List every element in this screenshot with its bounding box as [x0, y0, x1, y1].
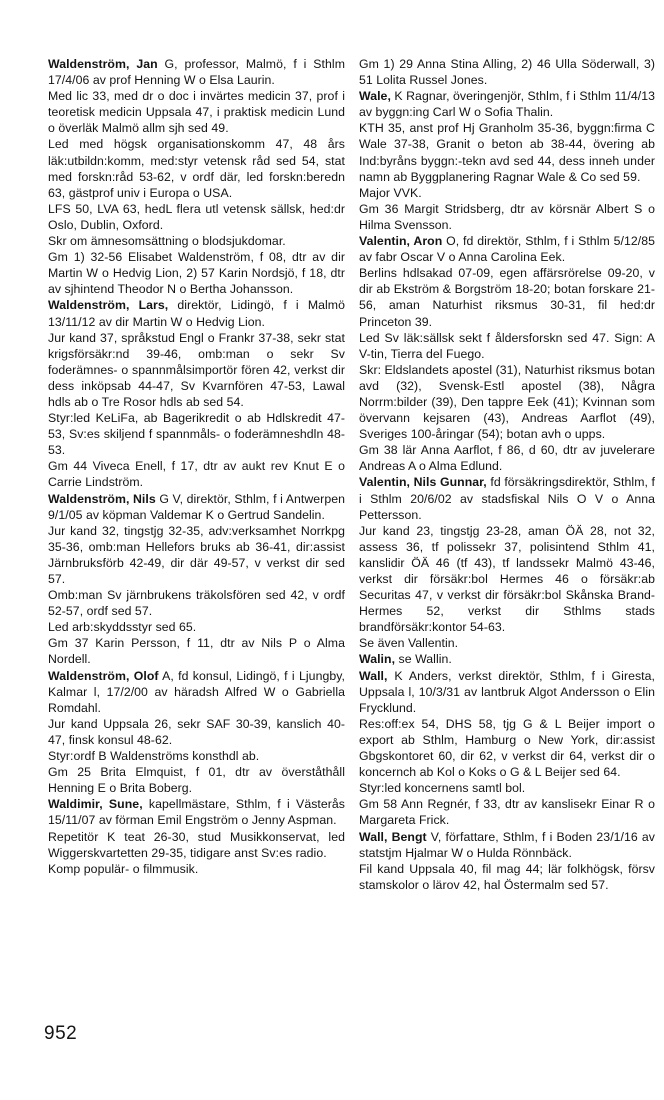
entry-continuation [48, 410, 345, 458]
entry-text: Led med högsk organisationskomm 47, 48 års läk:utbildn:komm, med:styr vetensk råd sed 54, stat med forskn:råd 53-62, v ordf där, led forskn:beredn 63, gästprof univ i Europa o USA. [48, 137, 345, 200]
entry-text: Styr:led KeLiFa, ab Bagerikredit o ab Hdlskredit 47-53, Sv:es skiljend f spannmåls- o foderämneshdln 48-53. [48, 411, 345, 458]
entry-paragraph [359, 651, 655, 667]
entry-text: G, professor, Malmö, f i Sthlm 17/4/06 av prof Henning W o Elsa Laurin. [48, 57, 345, 88]
entry-text: K Ragnar, överingenjör, Sthlm, f i Sthlm 11/4/13 av byggn:ing Carl W o Sofia Thalin. [359, 89, 655, 120]
entry-text: LFS 50, LVA 63, hedL flera utl vetensk sällsk, hed:dr Oslo, Dublin, Oxford. [48, 201, 345, 232]
entry-paragraph [48, 297, 345, 329]
entry-headword: Waldenström, Lars, [48, 298, 169, 313]
entry-headword: Valentin, Aron [359, 234, 443, 249]
entry-text: Gm 37 Karin Persson, f 11, dtr av Nils P o Alma Nordell. [48, 636, 345, 667]
entry-text: Omb:man Sv järnbrukens träkolsfören sed 42, v ordf 52-57, ordf sed 57. [48, 588, 345, 619]
entry-text: Gm 36 Margit Stridsberg, dtr av körsnär Albert S o Hilma Svensson. [359, 201, 655, 232]
entry-continuation [359, 796, 655, 828]
entry-text: A, fd konsul, Lidingö, f i Ljungby, Kalmar l, 17/2/00 av häradsh Alfred W o Gabriella Romdahl. [48, 668, 345, 715]
entry-continuation [48, 861, 345, 877]
entry-continuation [359, 635, 655, 651]
entry-text: Led arb:skyddsstyr sed 65. [48, 620, 197, 635]
entry-text: Gm 1) 32-56 Elisabet Waldenström, f 08, dtr av dir Martin W o Hedvig Lion, 2) 57 Karin Nordsjö, f 18, dtr av sjhintend Theodor N o Bertha Johansson. [48, 250, 345, 297]
entry-continuation [48, 635, 345, 667]
entry-continuation [359, 185, 655, 201]
entry-text: Komp populär- o filmmusik. [48, 861, 199, 876]
entry-headword: Waldenström, Jan [48, 57, 158, 71]
entry-paragraph [48, 491, 345, 523]
entry-text: Major VVK. [359, 185, 422, 200]
entry-headword: Wale, [359, 89, 391, 104]
entry-text: Med lic 33, med dr o doc i invärtes medicin 37, prof i teoretisk medicin Uppsala 47, i praktisk medicin Lund o överläk Malmö allm sjh sed 49. [48, 89, 345, 136]
entry-continuation [48, 748, 345, 764]
entry-continuation [359, 120, 655, 184]
entry-continuation [48, 201, 345, 233]
entry-text: KTH 35, anst prof Hj Granholm 35-36, byggn:firma C Wale 37-38, Granit o beton ab 38-44, övering ab Ind:byråns byggn:-tekn avd sed 44, dess inneh under namn ab Byggplanering Ragnar Wale & Co sed 59. [359, 121, 655, 184]
page-number: 952 [44, 1023, 78, 1044]
entry-continuation [359, 362, 655, 442]
left-column [48, 56, 345, 877]
entry-paragraph [48, 56, 345, 88]
entry-text: Repetitör K teat 26-30, stud Musikkonservat, led Wiggerskvartetten 29-35, tidigare anst Sv:es radio. [48, 829, 345, 860]
entry-headword: Waldimir, Sune, [48, 797, 143, 812]
entry-text: direktör, Lidingö, f i Malmö 13/11/12 av dir Martin W o Hedvig Lion. [48, 298, 345, 329]
entry-continuation [359, 442, 655, 474]
entry-text: Res:off:ex 54, DHS 58, tjg G & L Beijer import o export ab Sthlm, Hamburg o New York, dir:assist Gbgskontoret 60, dir 62, v verkst dir 64, verkst dir o koncernch ab Kol o Koks o G & L Beijer sed 64. [359, 716, 655, 780]
entry-text: K Anders, verkst direktör, Sthlm, f i Giresta, Uppsala l, 10/3/31 av lantbruk Algot Andersson o Elin Frycklund. [359, 668, 655, 715]
entry-text: Skr: Eldslandets apostel (31), Naturhist riksmus botan avd (32), Svensk-Estl apostel (38), Några Norrm:bilder (39), Den tappre Eek (41); Kvinnan som övervann kejsaren (43), Andreas Aarflot (49), Sveriges 100-åringar (54); botan avh o upps. [359, 362, 655, 442]
entry-continuation [48, 829, 345, 861]
entry-continuation [359, 523, 655, 636]
entry-continuation [48, 88, 345, 136]
entry-text: Jur kand 32, tingstjg 32-35, adv:verksamhet Norrkpg 35-36, omb:man Hellefors bruks ab 36-41, dir:assist Järnbruksförb 42-49, dir där 49-57, v verkst dir sed 57. [48, 523, 345, 586]
entry-text: G V, direktör, Sthlm, f i Antwerpen 9/1/05 av köpman Valdemar K o Gertrud Sandelin. [48, 491, 345, 522]
entry-text: Styr:led koncernens samtl bol. [359, 781, 526, 796]
entry-text: kapellmästare, Sthlm, f i Västerås 15/11/07 av förman Emil Engström o Jenny Aspman. [48, 797, 345, 828]
entry-continuation [48, 716, 345, 748]
entry-continuation [48, 249, 345, 297]
entry-continuation [359, 780, 655, 796]
entry-text: se Wallin. [395, 652, 452, 667]
entry-text: Jur kand Uppsala 26, sekr SAF 30-39, kanslich 40-47, finsk konsul 48-62. [48, 716, 345, 747]
entry-text: Fil kand Uppsala 40, fil mag 44; lär folkhögsk, försv stamskolor o lärov 42, hal Östermalm sed 57. [359, 861, 655, 892]
entry-continuation [48, 330, 345, 410]
entry-continuation [48, 587, 345, 619]
entry-text: Jur kand 37, språkstud Engl o Frankr 37-38, sekr stat krigsförsäkr:nd 39-46, omb:man o sekr Sv foderämnes- o spannmålsimportör fören 42, verkst dir dess inköpsab 44-47, Sv Kvarnfören 47-53, Lawal hdls ab o Tre Rosor hdls ab sed 54. [48, 330, 345, 409]
entry-text: Gm 38 lär Anna Aarflot, f 86, d 60, dtr av juvelerare Andreas A o Alma Edlund. [359, 443, 655, 474]
entry-paragraph [359, 474, 655, 522]
entry-continuation [359, 56, 655, 88]
entry-text: Se även Vallentin. [359, 636, 459, 651]
entry-paragraph [359, 668, 655, 716]
entry-continuation [48, 523, 345, 587]
entry-text: fd försäkringsdirektör, Sthlm, f i Sthlm 20/6/02 av stadsfiskal Nils O V o Anna Pettersson. [359, 475, 656, 522]
entry-paragraph [359, 829, 655, 861]
entry-text: Jur kand 23, tingstjg 23-28, aman ÖÄ 28, not 32, assess 36, tf polissekr 37, polisintend Sthlm 41, kanslidir ÖÄ 46 (tf 43), tf landssekr Malmö 43-46, verkst dir försäkr:bol Hermes 46 o försäkr:ab Securitas 47, v verkst dir försäkr:bol Skånska Brand-Hermes 52, verkst dir Sthlms stads brandförsäkr:kontor 54-63. [359, 523, 655, 635]
entry-paragraph [359, 233, 655, 265]
entry-continuation [359, 265, 655, 329]
entry-text: Styr:ordf B Waldenströms konsthdl ab. [48, 749, 260, 764]
entry-text: V, författare, Sthlm, f i Boden 23/1/16 av statstjm Hjalmar W o Hulda Rönnbäck. [359, 829, 655, 860]
entry-text: Gm 1) 29 Anna Stina Alling, 2) 46 Ulla Söderwall, 3) 51 Lolita Russel Jones. [359, 57, 655, 88]
entry-headword: Waldenström, Nils [48, 491, 156, 506]
entry-headword: Waldenström, Olof [48, 668, 159, 683]
entry-continuation [359, 330, 655, 362]
entry-text: Gm 25 Brita Elmquist, f 01, dtr av överståthåll Henning E o Brita Boberg. [48, 765, 345, 796]
entry-continuation [359, 716, 655, 780]
entry-continuation [48, 458, 345, 490]
entry-text: O, fd direktör, Sthlm, f i Sthlm 5/12/85 av fabr Oscar V o Anna Carolina Eek. [359, 234, 655, 265]
entry-continuation [48, 764, 345, 796]
entry-text: Led Sv läk:sällsk sekt f åldersforskn sed 47. Sign: A V-tin, Tierra del Fuego. [359, 330, 655, 361]
entry-continuation [359, 861, 655, 893]
entry-paragraph [48, 796, 345, 828]
entry-headword: Valentin, Nils Gunnar, [359, 475, 487, 490]
entry-headword: Wall, [359, 668, 388, 683]
entry-text: Gm 44 Viveca Enell, f 17, dtr av aukt rev Knut E o Carrie Lindström. [48, 459, 345, 490]
entry-headword: Wall, Bengt [359, 829, 427, 844]
entry-continuation [48, 136, 345, 200]
entry-text: Berlins hdlsakad 07-09, egen affärsrörelse 09-20, v dir ab Ekström & Borgström 18-20; botan forskare 21-56, aman Naturhist riksmus 30-31, fil hed:dr Princeton 39. [359, 266, 655, 329]
entry-continuation [359, 201, 655, 233]
entry-text: Gm 58 Ann Regnér, f 33, dtr av kanslisekr Einar R o Margareta Frick. [359, 797, 655, 828]
entry-headword: Walin, [359, 652, 396, 667]
right-column [359, 56, 655, 893]
entry-continuation [48, 619, 345, 635]
entry-continuation [48, 233, 345, 249]
entry-text: Skr om ämnesomsättning o blodsjukdomar. [48, 234, 286, 249]
entry-paragraph [48, 668, 345, 716]
entry-paragraph [359, 88, 655, 120]
